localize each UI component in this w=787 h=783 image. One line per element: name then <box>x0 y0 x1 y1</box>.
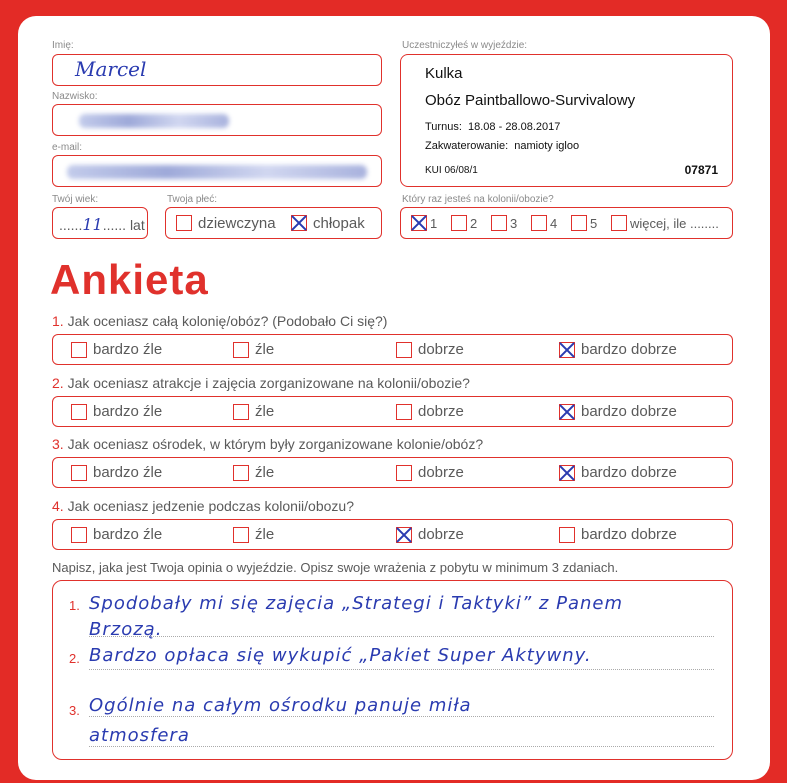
q1-option-2-label: źle <box>255 341 275 358</box>
times-option-more-label: więcej, ile ........ <box>630 215 719 231</box>
times-option-2[interactable] <box>451 208 477 238</box>
q2-checkbox-2[interactable] <box>233 404 249 420</box>
q4-checkbox-1[interactable] <box>71 527 87 543</box>
q2-option-2-label: źle <box>255 403 275 420</box>
q1-option-1-label: bardzo źle <box>93 341 163 358</box>
opinion-text-3: Ogólnie na całym ośrodku panuje miła <box>89 695 472 716</box>
first-name-label: Imię: <box>52 40 74 51</box>
question-1-answers <box>52 334 733 365</box>
q2-option-3-label: dobrze <box>418 403 464 420</box>
q4-checkbox-4[interactable] <box>559 527 575 543</box>
q2-option-2[interactable] <box>233 397 274 426</box>
checkbox-times-5[interactable] <box>571 215 587 231</box>
question-3-number: 3. <box>52 436 64 452</box>
q2-option-4-label: bardzo dobrze <box>581 403 677 420</box>
gender-label: Twoja płeć: <box>167 194 218 205</box>
opinion-text-1b: Brzozą. <box>89 619 163 640</box>
q3-option-3-label: dobrze <box>418 464 464 481</box>
checkbox-times-1-checked[interactable] <box>411 215 427 231</box>
q4-checkbox-2[interactable] <box>233 527 249 543</box>
q2-checkbox-1[interactable] <box>71 404 87 420</box>
checkbox-times-4[interactable] <box>531 215 547 231</box>
q4-option-4-label: bardzo dobrze <box>581 526 677 543</box>
gender-field <box>165 207 382 239</box>
q3-checkbox-2[interactable] <box>233 465 249 481</box>
q1-option-3[interactable] <box>396 335 464 364</box>
trip-code: KUI 06/08/1 <box>425 165 478 176</box>
checkbox-times-2[interactable] <box>451 215 467 231</box>
q1-checkbox-3[interactable] <box>396 342 412 358</box>
first-name-field[interactable] <box>52 54 382 86</box>
q1-option-4-label: bardzo dobrze <box>581 341 677 358</box>
q3-checkbox-3[interactable] <box>396 465 412 481</box>
accommodation-label: Zakwaterowanie: <box>425 140 509 152</box>
opinion-text-3b: atmosfera <box>89 725 190 746</box>
times-option-3[interactable] <box>491 208 517 238</box>
gender-option-girl-label: dziewczyna <box>198 214 276 232</box>
q1-option-1[interactable] <box>71 335 162 364</box>
q3-option-1[interactable] <box>71 458 162 487</box>
question-4-answers <box>52 519 733 550</box>
q3-option-4-label: bardzo dobrze <box>581 464 677 481</box>
opinion-number-3: 3. <box>69 703 80 718</box>
q1-checkbox-1[interactable] <box>71 342 87 358</box>
q2-checkbox-4-checked[interactable] <box>559 404 575 420</box>
opinion-text-2: Bardzo opłaca się wykupić „Pakiet Super Aktywny. <box>89 645 592 666</box>
q4-option-2[interactable] <box>233 520 274 549</box>
opinion-line-2 <box>89 669 714 670</box>
gender-option-boy[interactable] <box>291 208 365 238</box>
times-option-2-label: 2 <box>470 215 478 231</box>
trip-turnus <box>425 121 560 133</box>
trip-accommodation <box>425 140 579 152</box>
q3-option-4[interactable] <box>559 458 677 487</box>
q2-checkbox-3[interactable] <box>396 404 412 420</box>
q4-option-3[interactable] <box>396 520 464 549</box>
turnus-value: 18.08 - 28.08.2017 <box>468 121 561 133</box>
gender-option-girl[interactable] <box>176 208 276 238</box>
times-option-5-label: 5 <box>590 215 598 231</box>
q3-checkbox-1[interactable] <box>71 465 87 481</box>
times-field <box>400 207 733 239</box>
question-3 <box>52 436 483 452</box>
q3-option-2-label: źle <box>255 464 275 481</box>
age-row <box>59 215 145 234</box>
q2-option-1-label: bardzo źle <box>93 403 163 420</box>
opinion-line-3 <box>89 716 714 717</box>
age-unit: lat <box>129 217 145 233</box>
opinion-number-2: 2. <box>69 651 80 666</box>
q3-option-2[interactable] <box>233 458 274 487</box>
opinion-field[interactable] <box>52 580 733 760</box>
checkbox-times-more[interactable] <box>611 215 627 231</box>
question-3-text: Jak oceniasz ośrodek, w którym były zorganizowane kolonie/obóz? <box>67 436 484 452</box>
opinion-text-1: Spodobały mi się zajęcia „Strategi i Taktyki” z Panem <box>89 593 623 614</box>
q4-option-3-label: dobrze <box>418 526 464 543</box>
question-1-number: 1. <box>52 313 64 329</box>
opinion-line-4 <box>89 746 714 747</box>
q4-option-1[interactable] <box>71 520 162 549</box>
checkbox-boy-checked[interactable] <box>291 215 307 231</box>
q1-option-4[interactable] <box>559 335 677 364</box>
last-name-redacted <box>79 114 229 128</box>
times-option-5[interactable] <box>571 208 597 238</box>
turnus-label: Turnus: <box>425 121 462 133</box>
q1-option-3-label: dobrze <box>418 341 464 358</box>
opinion-number-1: 1. <box>69 598 80 613</box>
age-dots: ...... <box>59 217 83 233</box>
trip-info-box <box>400 54 733 187</box>
first-name-value: Marcel <box>75 57 147 81</box>
age-value: 11 <box>82 215 103 234</box>
q4-option-1-label: bardzo źle <box>93 526 163 543</box>
q4-option-2-label: źle <box>255 526 275 543</box>
q3-checkbox-4-checked[interactable] <box>559 465 575 481</box>
accommodation-value: namioty igloo <box>514 140 580 152</box>
opinion-line-1 <box>89 636 714 637</box>
times-option-1-label: 1 <box>430 215 438 231</box>
question-4 <box>52 498 354 514</box>
question-2 <box>52 375 470 391</box>
q3-option-3[interactable] <box>396 458 464 487</box>
question-4-number: 4. <box>52 498 64 514</box>
times-option-4[interactable] <box>531 208 557 238</box>
q2-option-1[interactable] <box>71 397 162 426</box>
survey-title: Ankieta <box>50 256 209 303</box>
q4-checkbox-3-checked[interactable] <box>396 527 412 543</box>
q2-option-3[interactable] <box>396 397 464 426</box>
question-3-answers <box>52 457 733 488</box>
question-2-number: 2. <box>52 375 64 391</box>
email-label: e-mail: <box>52 142 83 153</box>
trip-camp: Obóz Paintballowo-Survivalowy <box>425 92 636 109</box>
last-name-label: Nazwisko: <box>52 91 98 102</box>
age-dots-after: ...... <box>102 217 127 233</box>
checkbox-times-3[interactable] <box>491 215 507 231</box>
gender-option-boy-label: chłopak <box>313 214 365 232</box>
email-field[interactable] <box>52 155 382 187</box>
question-4-text: Jak oceniasz jedzenie podczas kolonii/obozu? <box>67 498 354 514</box>
q1-option-2[interactable] <box>233 335 274 364</box>
q1-checkbox-4-checked[interactable] <box>559 342 575 358</box>
times-option-1[interactable] <box>411 208 437 238</box>
age-field[interactable] <box>52 207 148 239</box>
age-label: Twój wiek: <box>52 194 99 205</box>
q2-option-4[interactable] <box>559 397 677 426</box>
question-1 <box>52 313 387 329</box>
q1-checkbox-2[interactable] <box>233 342 249 358</box>
question-1-text: Jak oceniasz całą kolonię/obóz? (Podobało Ci się?) <box>67 313 388 329</box>
email-redacted <box>67 165 367 179</box>
opinion-prompt: Napisz, jaka jest Twoja opinia o wyjeździe. Opisz swoje wrażenia z pobytu w minimum 3 zdaniach. <box>52 560 619 575</box>
times-option-more[interactable] <box>611 208 719 238</box>
checkbox-girl[interactable] <box>176 215 192 231</box>
trip-number: 07871 <box>684 163 718 177</box>
trip-label: Uczestniczyłeś w wyjeździe: <box>402 40 528 51</box>
times-label: Który raz jesteś na kolonii/obozie? <box>402 194 554 205</box>
q4-option-4[interactable] <box>559 520 677 549</box>
times-option-3-label: 3 <box>510 215 518 231</box>
question-2-text: Jak oceniasz atrakcje i zajęcia zorganizowane na kolonii/obozie? <box>67 375 470 391</box>
question-2-answers <box>52 396 733 427</box>
last-name-field[interactable] <box>52 104 382 136</box>
trip-name: Kulka <box>425 65 463 82</box>
times-option-4-label: 4 <box>550 215 558 231</box>
q3-option-1-label: bardzo źle <box>93 464 163 481</box>
